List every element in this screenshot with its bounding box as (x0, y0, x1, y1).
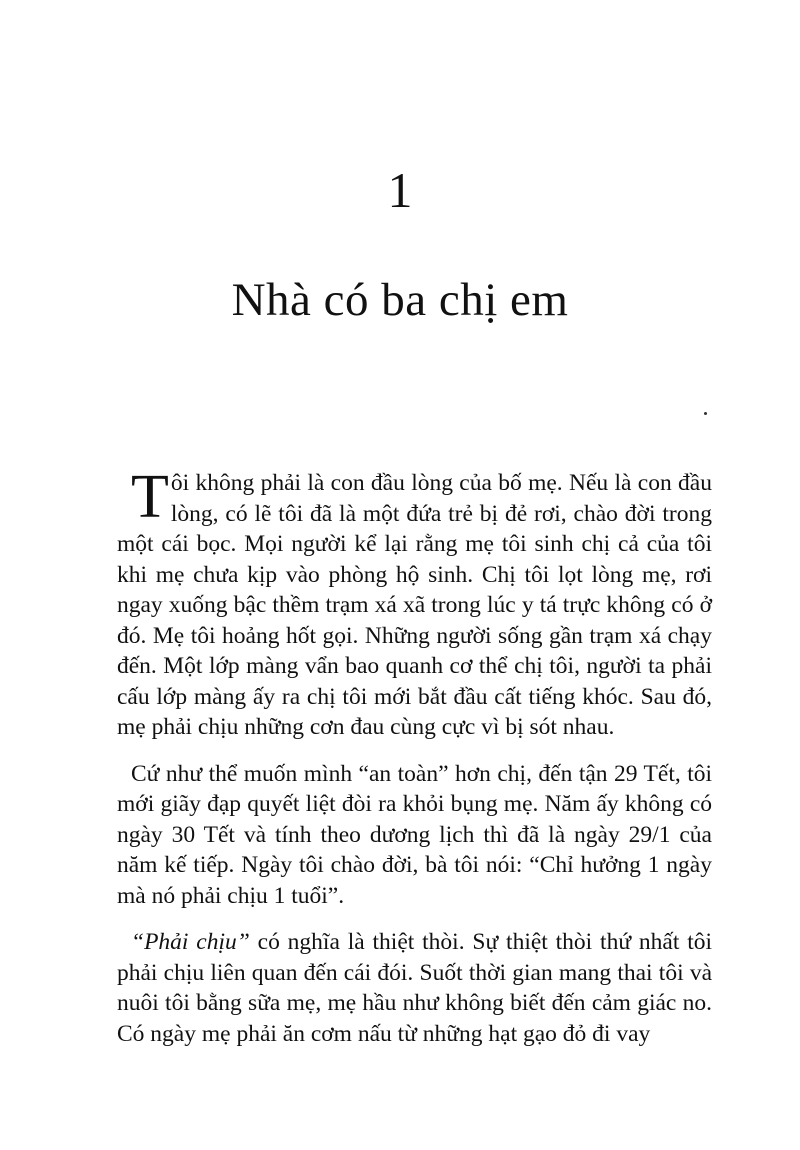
print-speck (704, 412, 707, 415)
chapter-number: 1 (387, 162, 413, 218)
paragraph-1-text: ôi không phải là con đầu lòng của bố mẹ. Nếu là con đầu lòng, có lẽ tôi đã là một đứa trẻ bị đẻ rơi, chào đời trong một cái bọc. Mọi người kể lại rằng mẹ tôi sinh chị cả của tôi khi mẹ chưa kịp vào phòng hộ sinh. Chị tôi lọt lòng mẹ, rơi ngay xuống bậc thềm trạm xá xã trong lúc y tá trực không có ở đó. Mẹ tôi hoảng hốt gọi. Những người sống gần trạm xá chạy đến. Một lớp màng vẩn bao quanh cơ thể chị tôi, người ta phải cấu lớp màng ấy ra chị tôi mới bắt đầu cất tiếng khóc. Sau đó, mẹ phải chịu những cơn đau cùng cực vì bị sót nhau. (117, 470, 712, 740)
paragraph-3-italic-lead: “Phải chịu” (131, 929, 250, 955)
paragraph-3-text: có nghĩa là thiệt thòi. Sự thiệt thòi thứ nhất tôi phải chịu liên quan đến cái đói. Suốt thời gian mang thai tôi và nuôi tôi bằng sữa mẹ, mẹ hầu như không biết đến cảm giác no. Có ngày mẹ phải ăn cơm nấu từ những hạt gạo đỏ đi vay (117, 929, 713, 1047)
chapter-title: Nhà có ba chị em (231, 274, 569, 326)
paragraph-3 (117, 927, 712, 1049)
paragraph-2 (117, 759, 712, 912)
paragraph-2-text: Cứ như thể muốn mình “an toàn” hơn chị, đến tận 29 Tết, tôi mới giãy đạp quyết liệt đòi ra khỏi bụng mẹ. Năm ấy không có ngày 30 Tết và tính theo dương lịch thì đã là ngày 29/1 của năm kế tiếp. Ngày tôi chào đời, bà tôi nói: “Chỉ hưởng 1 ngày mà nó phải chịu 1 tuổi”. (117, 760, 712, 909)
paragraph-1 (117, 463, 712, 743)
drop-cap: T (131, 463, 169, 531)
chapter-body (117, 463, 713, 1049)
